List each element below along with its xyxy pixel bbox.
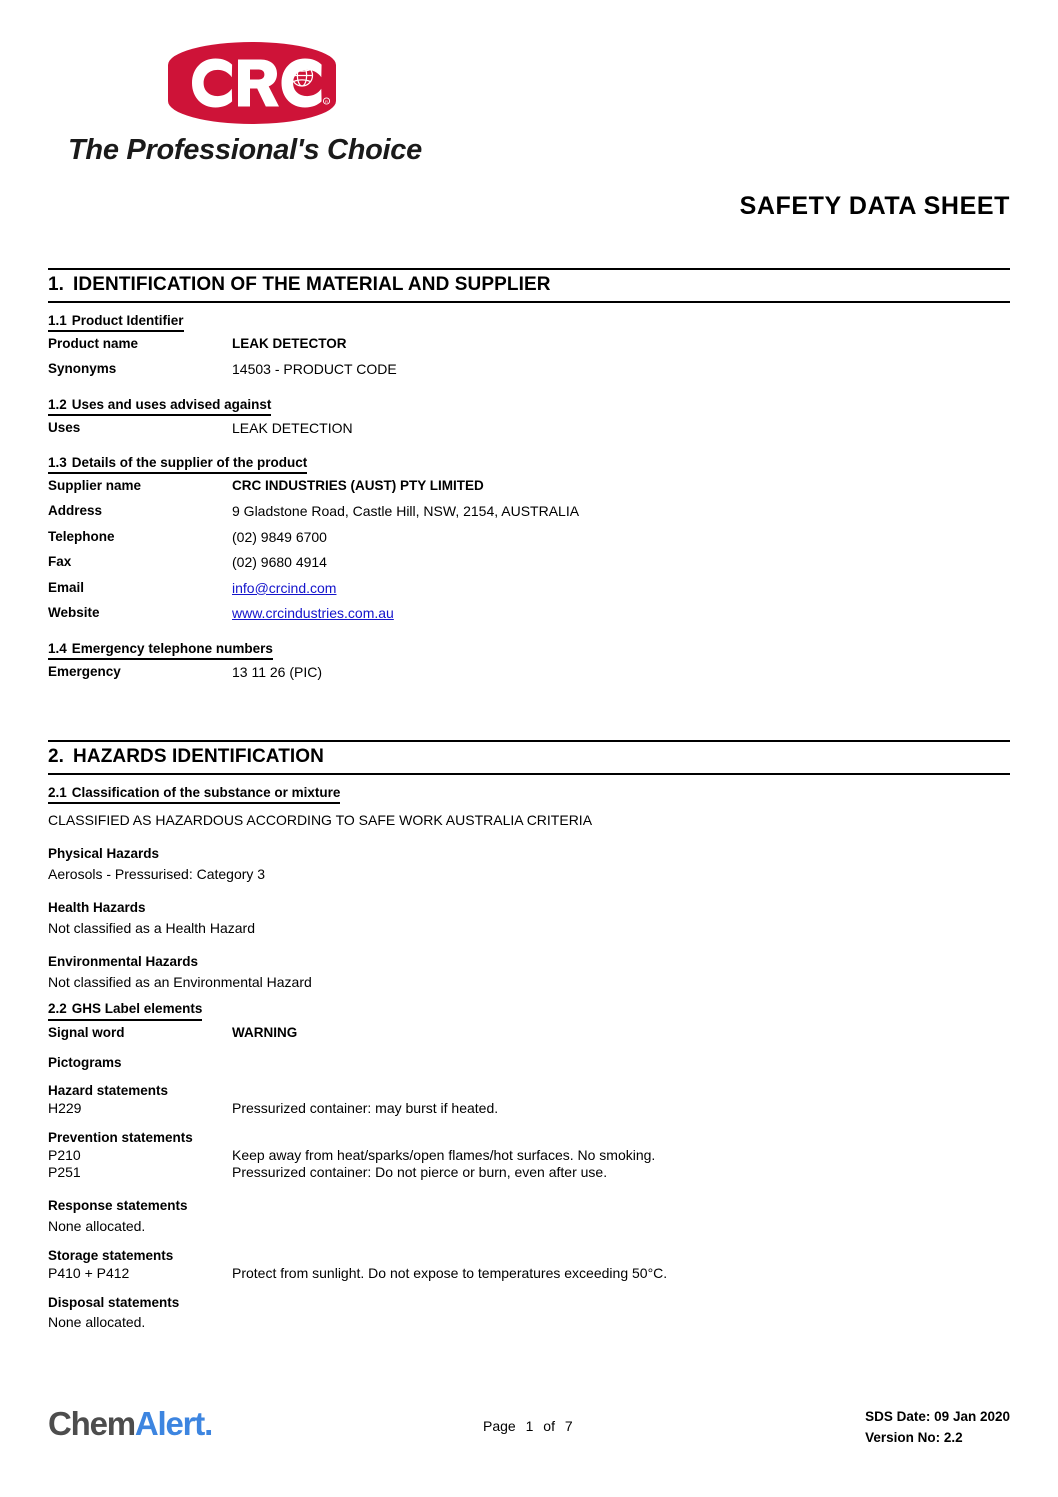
storage-statement-text: Protect from sunlight. Do not expose to temperatures exceeding 50°C. [232,1264,668,1281]
physical-hazards-text: Aerosols - Pressurised: Category 3 [48,865,266,882]
prevention-statement-row [48,1147,1010,1164]
subsection-1-3-heading [48,455,307,474]
sds-date: SDS Date: 09 Jan 2020 [865,1409,1010,1424]
field-emergency [48,664,1010,682]
telephone-label: Telephone [48,528,115,544]
chemalert-logo [48,1405,212,1443]
uses-label: Uses [48,419,81,435]
product-name-label: Product name [48,336,139,352]
environmental-hazards-text: Not classified as an Environmental Hazard [48,974,312,991]
supplier-name-value: CRC INDUSTRIES (AUST) PTY LIMITED [232,478,484,494]
page-number [480,1418,576,1434]
signal-word-value: WARNING [232,1024,298,1040]
email-link[interactable]: info@crcind.com [232,579,337,596]
address-value: 9 Gladstone Road, Castle Hill, NSW, 2154, AUSTRALIA [232,503,580,520]
section-1-title: IDENTIFICATION OF THE MATERIAL AND SUPPLIER [73,274,551,295]
response-statements-heading: Response statements [48,1197,188,1213]
document-content [48,268,1010,1331]
address-label: Address [48,503,103,519]
field-website [48,605,1010,623]
subsection-1-4-heading [48,641,273,660]
subsection-1-2-title: Uses and uses advised against [71,396,272,412]
website-label: Website [48,605,100,621]
page-current: 1 [525,1418,534,1434]
subsection-1-4-title: Emergency telephone numbers [71,640,273,656]
website-link[interactable]: www.crcindustries.com.au [232,605,394,622]
hazard-statements-heading: Hazard statements [48,1082,169,1098]
section-spacer [48,690,1010,740]
prevention-statement-text: Pressurized container: Do not pierce or burn, even after use. [232,1163,608,1180]
subsection-2-1-number: 2.1 [48,784,67,800]
emergency-value: 13 11 26 (PIC) [232,664,323,680]
hazard-statement-code: H229 [48,1099,82,1116]
crc-logo [168,42,336,124]
classification-statement: CLASSIFIED AS HAZARDOUS ACCORDING TO SAFE WORK AUSTRALIA CRITERIA [48,811,593,828]
document-footer [0,1399,1058,1459]
disposal-statements-heading: Disposal statements [48,1295,180,1310]
field-telephone [48,529,1010,547]
subsection-1-4-number: 1.4 [48,640,67,656]
field-product-name [48,336,1010,353]
environmental-hazards-heading: Environmental Hazards [48,954,199,970]
subsection-2-2-number: 2.2 [48,1001,67,1017]
physical-hazards-heading: Physical Hazards [48,845,160,861]
prevention-statement-code: P210 [48,1146,81,1163]
hazard-statement-row [48,1100,1010,1117]
synonyms-label: Synonyms [48,361,117,377]
field-email [48,580,1010,598]
telephone-value: (02) 9849 6700 [232,528,327,545]
storage-statement-code: P410 + P412 [48,1264,130,1281]
emergency-label: Emergency [48,664,121,679]
pictograms-heading: Pictograms [48,1054,122,1070]
fax-value: (02) 9680 4914 [232,554,327,571]
page-total: 7 [564,1418,573,1434]
chemalert-logo-part2: Alert. [134,1405,213,1442]
document-metadata [865,1407,1010,1449]
fax-label: Fax [48,554,72,570]
subsection-1-1-number: 1.1 [48,313,67,328]
subsection-1-2-heading [48,397,271,416]
email-label: Email [48,579,85,595]
section-2-title: HAZARDS IDENTIFICATION [73,745,324,767]
prevention-statement-code: P251 [48,1163,81,1180]
uses-value: LEAK DETECTION [232,419,353,436]
section-1-heading [48,268,1010,303]
prevention-statements-heading: Prevention statements [48,1129,193,1145]
field-synonyms [48,361,1010,379]
product-name-value: LEAK DETECTOR [232,336,347,352]
svg-text:R: R [325,99,328,105]
signal-word-label: Signal word [48,1024,125,1040]
subsection-2-1-title: Classification of the substance or mixture [71,784,341,800]
company-tagline: The Professional's Choice [68,134,422,166]
subsection-2-2-title: GHS Label elements [71,1001,203,1017]
prevention-statement-row [48,1164,1010,1181]
field-fax [48,554,1010,572]
health-hazards-text: Not classified as a Health Hazard [48,920,255,937]
health-hazards-heading: Health Hazards [48,900,146,916]
prevention-statement-text: Keep away from heat/sparks/open flames/hot surfaces. No smoking. [232,1146,656,1163]
subsection-1-3-number: 1.3 [48,455,67,471]
section-2-number: 2. [48,745,65,767]
field-uses [48,420,1010,438]
field-supplier-name [48,478,1010,495]
subsection-1-1-title: Product Identifier [71,313,184,328]
subsection-1-1-heading [48,313,184,332]
storage-statement-row [48,1265,1010,1282]
section-1-number: 1. [48,274,65,295]
field-address [48,503,1010,521]
supplier-name-label: Supplier name [48,478,142,494]
field-signal-word [48,1025,1010,1042]
section-2-heading [48,740,1010,775]
synonyms-value: 14503 - PRODUCT CODE [232,361,397,378]
chemalert-logo-part1: Chem [48,1405,135,1442]
subsection-1-2-number: 1.2 [48,396,67,412]
document-header [0,0,1058,185]
version-number: Version No: 2.2 [865,1429,963,1445]
hazard-statement-text: Pressurized container: may burst if heated. [232,1099,499,1116]
response-statements-text: None allocated. [48,1217,146,1234]
subsection-2-1-heading [48,785,340,804]
document-title: SAFETY DATA SHEET [739,192,1010,220]
page-word: Page [483,1418,516,1434]
page-of-word: of [543,1418,555,1434]
subsection-1-3-title: Details of the supplier of the product [71,455,308,471]
storage-statements-heading: Storage statements [48,1247,174,1263]
subsection-2-2-heading [48,1001,202,1020]
disposal-statements-text: None allocated. [48,1314,146,1330]
